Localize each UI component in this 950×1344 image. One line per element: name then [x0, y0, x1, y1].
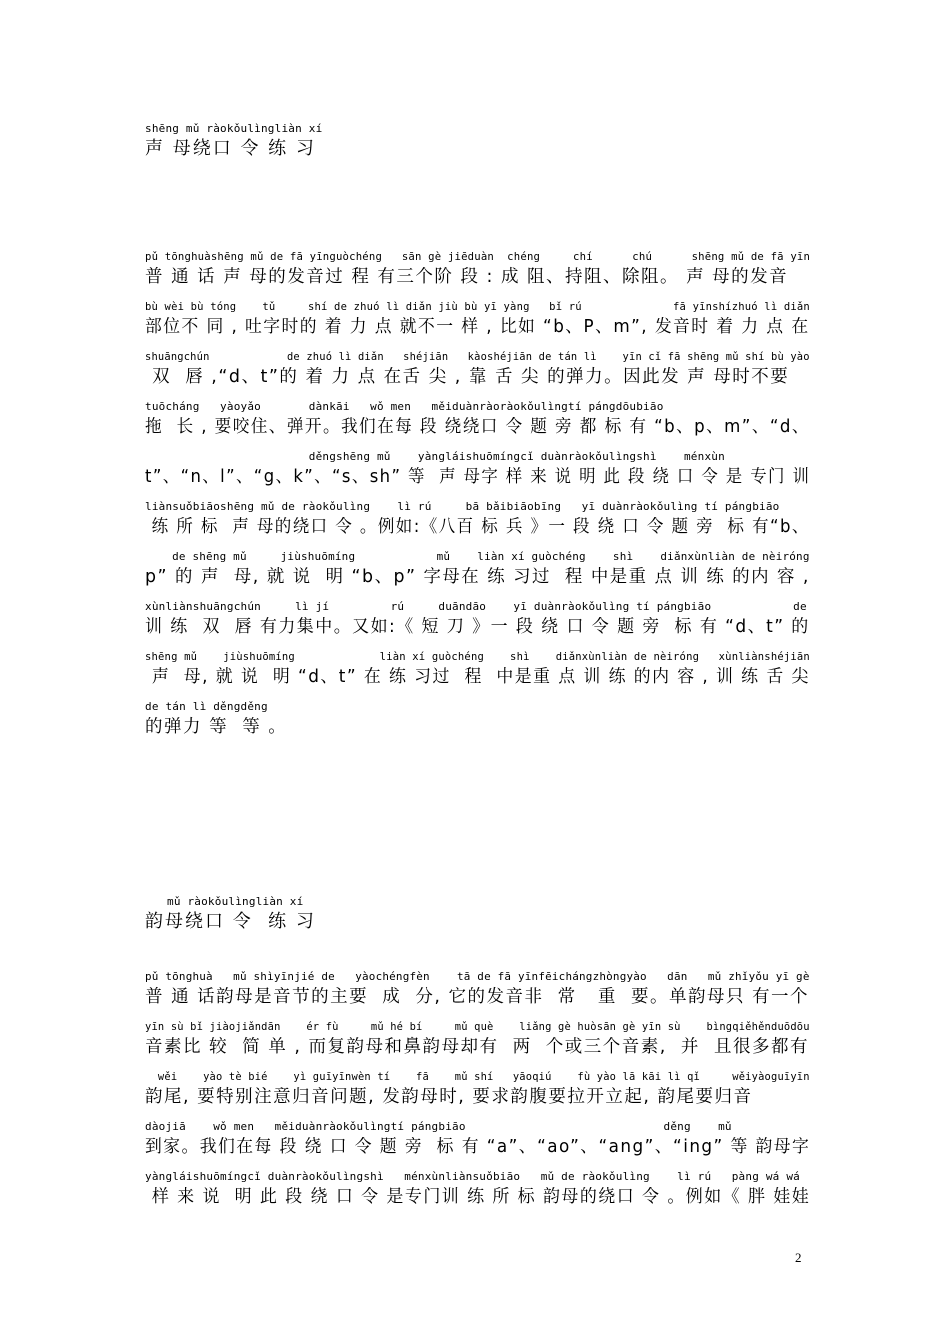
pinyin-annotation: bù wèi bù tóng tǔ shí de zhuó lì diǎn jiù bù yī yàng bǐ rú fā yīnshízhuó lì diǎn [145, 300, 810, 313]
text-line [145, 700, 810, 750]
pinyin-annotation: shēng mǔ ràokǒulìngliàn xí [145, 122, 323, 135]
section-title-initials [145, 122, 810, 162]
hanzi-text: 双 唇 ,“d、t”的 着 力 点 在舌 尖 , 靠 舌 尖 的弹力。因此发 声 母时不要 [145, 367, 790, 387]
pinyin-annotation: shēng mǔ jiùshuōmíng liàn xí guòchéng shì diǎnxùnliàn de nèiróng xùnliànshéjiān [145, 650, 810, 663]
pinyin-annotation: de tán lì děngděng [145, 700, 268, 713]
text-line [145, 250, 810, 300]
pinyin-annotation: děngshēng mǔ yàngláishuōmíngcǐ duànràokǒulìngshì ménxùn [145, 450, 725, 463]
hanzi-text: t”、“n、l”、“g、k”、“s、sh” 等 声 母字 样 来 说 明 此 段 绕 口 令 是 专门 训 [145, 467, 811, 487]
hanzi-text: p” 的 声 母, 就 说 明 “b、p” 字母在 练 习过 程 中是重 点 训 练 的内 容 , [145, 567, 810, 587]
text-line [145, 400, 810, 450]
pinyin-annotation: yīn sù bǐ jiàojiǎndān ér fù mǔ hé bí mǔ què liǎng gè huòsān gè yīn sù bìngqiěhěnduōdōu [145, 1020, 810, 1033]
text-line [145, 1070, 810, 1120]
hanzi-text: 普 通 话 声 母的发音过 程 有三个阶 段 : 成 阻、持阻、除阻。 声 母的发音 [145, 267, 789, 287]
hanzi-text: 部位不 同 , 吐字时的 着 力 点 就不一 样 , 比如 “b、P、m”, 发音时 着 力 点 在 [145, 317, 810, 337]
hanzi-text: 音素比 较 简 单 , 而复韵母和鼻韵母却有 两 个或三个音素, 并 且很多都有 [145, 1037, 810, 1057]
text-line [145, 500, 810, 550]
heading-text: 声 母绕口 令 练 习 [145, 138, 316, 159]
hanzi-text: 声 母, 就 说 明 “d、t” 在 练 习过 程 中是重 点 训 练 的内 容 , 训 练 舌 尖 [145, 667, 810, 687]
text-line [145, 1170, 810, 1220]
pinyin-annotation: liànsuǒbiāoshēng mǔ de ràokǒulìng lì rú bā bǎibiāobīng yī duànràokǒulìng tí pángbiāo [145, 500, 780, 513]
text-line [145, 450, 810, 500]
section-title-finals [145, 895, 810, 935]
pinyin-annotation: shuāngchún de zhuó lì diǎn shéjiān kàoshéjiān de tán lì yīn cǐ fā shēng mǔ shí bù yào [145, 350, 810, 363]
text-line [145, 600, 810, 650]
page-number: 2 [795, 1250, 802, 1265]
pinyin-annotation: pǔ tōnghuà mǔ shìyīnjié de yàochéngfèn tā de fā yīnfēichángzhòngyào dān mǔ zhǐyǒu yī gè [145, 970, 810, 983]
text-line [145, 1120, 810, 1170]
pinyin-annotation: mǔ ràokǒulìngliàn xí [167, 895, 304, 908]
text-line [145, 300, 810, 350]
pinyin-annotation: pǔ tōnghuàshēng mǔ de fā yīnguòchéng sān gè jiēduàn chéng chí chú shēng mǔ de fā yīn [145, 250, 811, 263]
heading-text: 韵母绕口 令 练 习 [145, 911, 316, 932]
hanzi-text: 拖 长 , 要咬住、弹开。我们在每 段 绕绕口 令 题 旁 都 标 有 “b、p、m”、“d、 [145, 417, 810, 437]
hanzi-text: 训 练 双 唇 有力集中。又如:《 短 刀 》一 段 绕 口 令 题 旁 标 有 “d、t” 的 [145, 617, 810, 637]
text-line [145, 1020, 810, 1070]
hanzi-text: 普 通 话韵母是音节的主要 成 分, 它的发音非 常 重 要。单韵母只 有一个 [145, 987, 810, 1007]
pinyin-annotation: xùnliànshuāngchún lì jí rú duāndāo yī duànràokǒulìng tí pángbiāo de [145, 600, 807, 613]
pinyin-annotation: wěi yào tè bié yì guīyīnwèn tí fā mǔ shí yāoqiú fù yào lā kāi lì qǐ wěiyàoguīyīn [145, 1070, 810, 1083]
hanzi-text: 的弹力 等 等 。 [145, 717, 288, 737]
pinyin-annotation: tuōcháng yàoyǎo dànkāi wǒ men měiduànràoràokǒulìngtí pángdōubiāo [145, 400, 664, 413]
hanzi-text: 到家。我们在每 段 绕 口 令 题 旁 标 有 “a”、“ao”、“ang”、“ing” 等 韵母字 [145, 1137, 811, 1157]
pinyin-annotation: de shēng mǔ jiùshuōmíng mǔ liàn xí guòchéng shì diǎnxùnliàn de nèiróng [145, 550, 810, 563]
section-body-finals [145, 970, 810, 1220]
hanzi-text: 韵尾, 要特别注意归音问题, 发韵母时, 要求韵腹要拉开立起, 韵尾要归音 [145, 1087, 753, 1107]
text-line [145, 650, 810, 700]
text-line [145, 350, 810, 400]
hanzi-text: 练 所 标 声 母的绕口 令 。例如:《八百 标 兵 》一 段 绕 口 令 题 旁 标 有“b、 [145, 517, 810, 537]
pinyin-annotation: yàngláishuōmíngcǐ duànràokǒulìngshì ménxùnliànsuǒbiāo mǔ de ràokǒulìng lì rú pàng wá wá [145, 1170, 800, 1183]
text-line [145, 550, 810, 600]
pinyin-annotation: dàojiā wǒ men měiduànràokǒulìngtí pángbiāo děng mǔ [145, 1120, 732, 1133]
section-body-initials [145, 250, 810, 750]
hanzi-text: 样 来 说 明 此 段 绕 口 令 是专门训 练 所 标 韵母的绕口 令 。例如《 胖 娃娃 [145, 1187, 811, 1207]
text-line [145, 970, 810, 1020]
